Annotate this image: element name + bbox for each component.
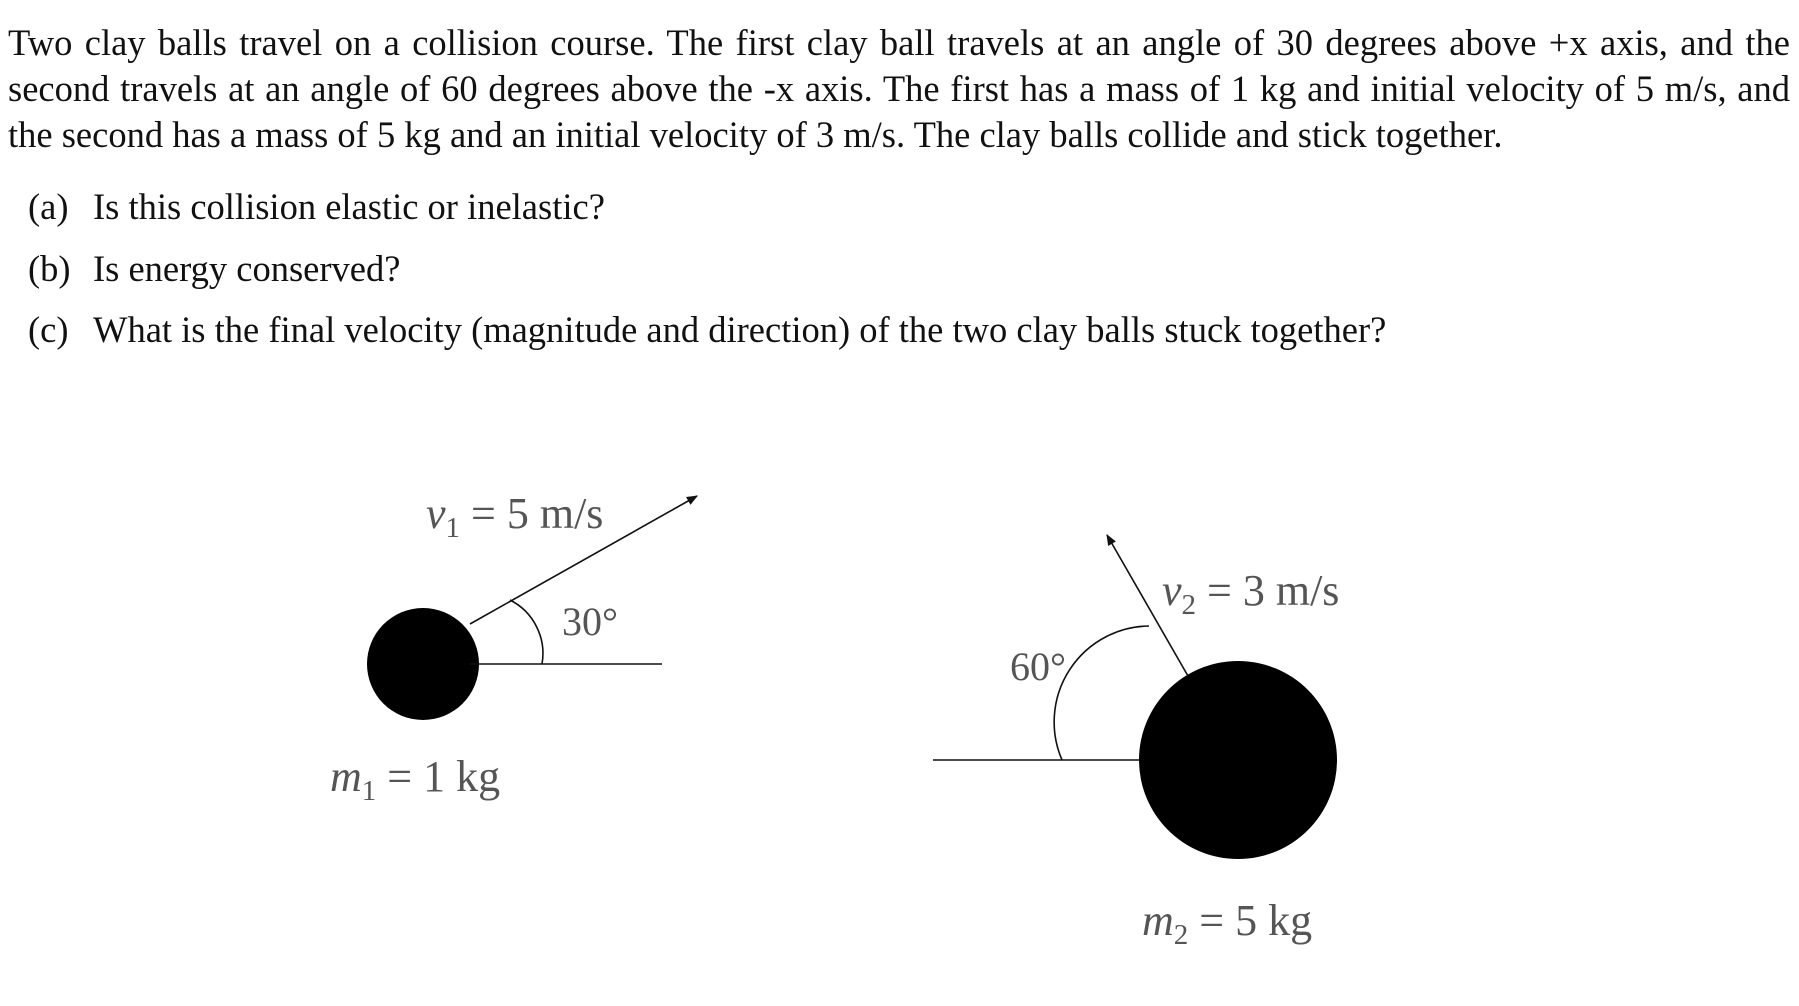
question-text: What is the final velocity (magnitude and direction) of the two clay balls stuck together? bbox=[93, 309, 1387, 350]
question-marker: (a) bbox=[28, 186, 69, 227]
ball-1-group bbox=[330, 489, 697, 807]
velocity-1-label: $v_1 = 5$ m/s bbox=[426, 489, 604, 544]
question-text: Is energy conserved? bbox=[93, 247, 401, 289]
angle-2-label: 60° bbox=[1010, 644, 1066, 689]
mass-2-label: $m_2 = 5$ kg bbox=[1142, 896, 1313, 951]
problem-statement: Two clay balls travel on a collision course. The first clay ball travels at an angle of 30 degrees above +x axis, and the second travels at an angle of 60 degrees above the -x axis. The first has a mass of 1 kg and initial velocity of 5 m/s, and the second has a mass of 5 kg and an initial velocity of 3 m/s. The clay balls collide and stick together. bbox=[8, 22, 1790, 155]
mass-1-label: $m_1 = 1$ kg bbox=[330, 752, 501, 807]
velocity-2-label: $v_2 = 3$ m/s bbox=[1162, 566, 1340, 621]
ball-2-group bbox=[933, 535, 1339, 951]
angle-2-arc bbox=[1054, 626, 1149, 760]
angle-1-arc bbox=[510, 600, 543, 664]
angle-1-label: 30° bbox=[562, 599, 618, 644]
clay-ball-2 bbox=[1139, 661, 1337, 859]
question-marker: (c) bbox=[28, 309, 69, 350]
question-marker: (b) bbox=[28, 247, 71, 289]
question-text: Is this collision elastic or inelastic? bbox=[93, 186, 605, 227]
clay-ball-1 bbox=[367, 608, 479, 720]
